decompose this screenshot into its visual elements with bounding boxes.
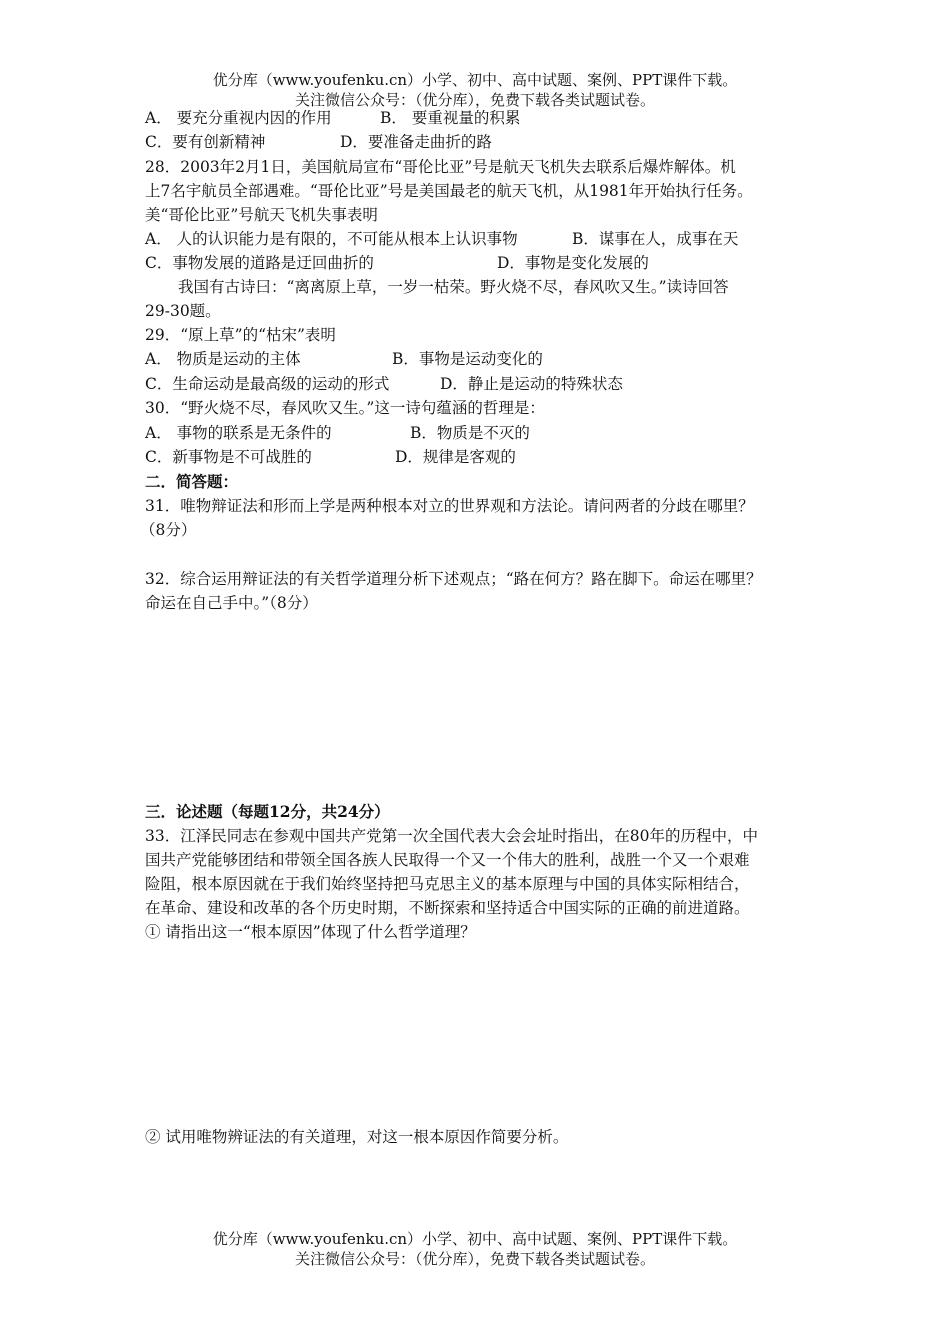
q31-line-1: 31．唯物辩证法和形而上学是两种根本对立的世界观和方法论。请问两者的分歧在哪里？: [145, 497, 754, 515]
section-2-title: 二．简答题：: [145, 472, 239, 491]
q29-option-d: D．静止是运动的特殊状态: [440, 375, 623, 393]
q31-line-2: （8分）: [140, 521, 197, 539]
section-3-title: 三．论述题（每题12分，共24分）: [145, 802, 390, 821]
q28-stem-line-3: 美“哥伦比亚”号航天飞机失事表明: [145, 206, 378, 224]
q30-option-d: D．规律是客观的: [395, 448, 516, 466]
q33-sub-question-1: ① 请指出这一“根本原因”体现了什么哲学道理？: [145, 923, 476, 941]
q27-option-a: A． 要充分重视内因的作用: [145, 109, 332, 127]
poem-intro-line-1: 我国有古诗曰：“离离原上草，一岁一枯荣。野火烧不尽，春风吹又生。”读诗回答: [178, 278, 729, 296]
footer-line-2: 关注微信公众号：（优分库），免费下载各类试题试卷。: [294, 1250, 655, 1268]
q30-option-b: B．物质是不灭的: [410, 424, 530, 442]
q33-line-3: 险阻，根本原因就在于我们始终坚持把马克思主义的基本原理与中国的具体实际相结合，: [145, 875, 750, 893]
poem-intro-line-2: 29-30题。: [145, 302, 221, 320]
footer-line-1: 优分库（www.youfenku.cn）小学、初中、高中试题、案例、PPT课件下载。: [212, 1230, 738, 1248]
q28-option-a: A． 人的认识能力是有限的，不可能从根本上认识事物: [145, 230, 518, 248]
q28-stem-line-1: 28．2003年2月1日，美国航局宣布“哥伦比亚”号是航天飞机失去联系后爆炸解体。机: [145, 158, 736, 176]
q28-option-d: D．事物是变化发展的: [497, 254, 649, 272]
header-line-1: 优分库（www.youfenku.cn）小学、初中、高中试题、案例、PPT课件下载。: [212, 71, 738, 89]
q33-line-2: 国共产党能够团结和带领全国各族人民取得一个又一个伟大的胜利，战胜一个又一个艰难: [145, 851, 750, 869]
q30-option-a: A． 事物的联系是无条件的: [145, 424, 332, 442]
q32-line-2: 命运在自己手中。”（8分）: [145, 594, 318, 612]
q29-option-c: C．生命运动是最高级的运动的形式: [145, 375, 390, 393]
q29-option-b: B．事物是运动变化的: [392, 350, 543, 368]
q33-line-4: 在革命、建设和改革的各个历史时期，不断探索和坚持适合中国实际的正确的前进道路。: [145, 899, 750, 917]
q32-line-1: 32．综合运用辩证法的有关哲学道理分析下述观点；“路在何方？路在脚下。命运在哪里？: [145, 570, 762, 588]
q29-stem: 29．“原上草”的“枯宋”表明: [145, 326, 336, 344]
q33-sub-question-2: ② 试用唯物辨证法的有关道理，对这一根本原因作简要分析。: [145, 1128, 569, 1146]
q30-option-c: C．新事物是不可战胜的: [145, 448, 312, 466]
q27-option-c: C．要有创新精神: [145, 133, 266, 151]
header-line-2: 关注微信公众号：（优分库），免费下载各类试题试卷。: [294, 91, 655, 109]
q27-option-d: D．要准备走曲折的路: [340, 133, 492, 151]
q27-option-b: B． 要重视量的积累: [380, 109, 521, 127]
q30-stem: 30．“野火烧不尽，春风吹又生。”这一诗句蕴涵的哲理是：: [145, 399, 545, 417]
q28-option-b: B．谋事在人，成事在天: [572, 230, 739, 248]
q33-line-1: 33．江泽民同志在参观中国共产党第一次全国代表大会会址时指出，在80年的历程中，中: [145, 827, 758, 845]
q29-option-a: A． 物质是运动的主体: [145, 350, 301, 368]
q28-option-c: C．事物发展的道路是迂回曲折的: [145, 254, 374, 272]
q28-stem-line-2: 上7名宇航员全部遇难。“哥伦比亚”号是美国最老的航天飞机，从1981年开始执行任务。: [145, 182, 753, 200]
